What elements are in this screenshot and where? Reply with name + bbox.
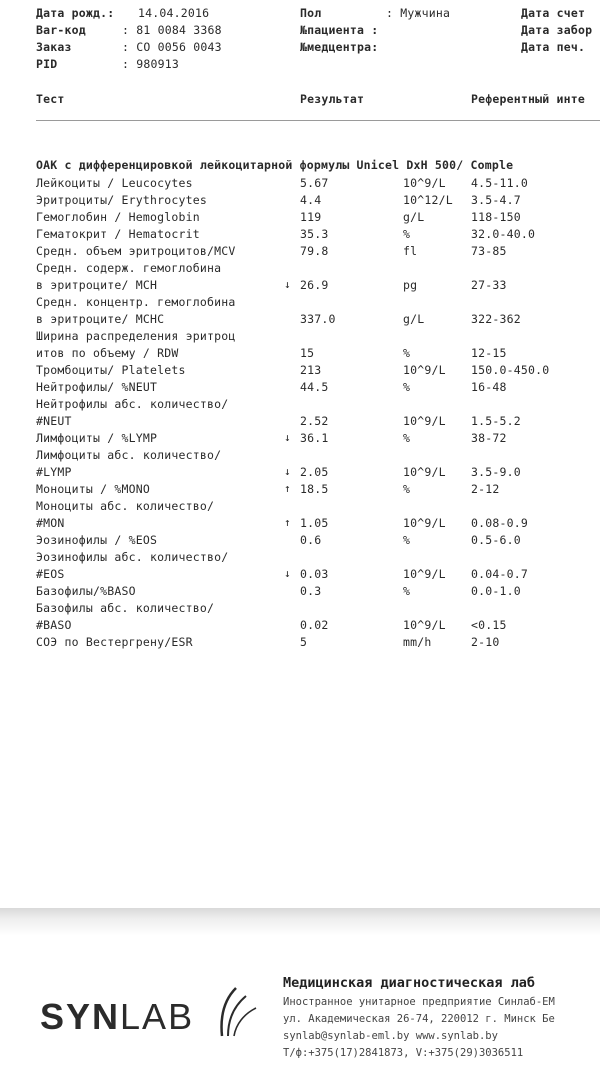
test-unit: %: [403, 482, 411, 496]
column-test: Тест: [36, 92, 65, 106]
test-reference: 0.04-0.7: [471, 567, 528, 581]
test-name: Моноциты абс. количество/: [36, 499, 215, 513]
test-name: #NEUT: [36, 414, 72, 428]
test-reference: 32.0-40.0: [471, 227, 536, 241]
lab-company: Иностранное унитарное предприятие Синлаб-ЕМ: [283, 996, 555, 1008]
account-date-label: Дата счет: [521, 6, 586, 20]
test-unit: 10^9/L: [403, 567, 446, 581]
test-reference: 0.5-6.0: [471, 533, 521, 547]
flag-arrow: ↑: [284, 482, 291, 495]
test-result: 0.03: [300, 567, 329, 581]
lab-contacts: synlab@synlab-eml.by www.synlab.by: [283, 1030, 498, 1042]
order-value: : CO 0056 0043: [122, 40, 222, 54]
test-name: #EOS: [36, 567, 65, 581]
synlab-leaf-icon: [214, 986, 260, 1038]
test-reference: 4.5-11.0: [471, 176, 528, 190]
test-result: 213: [300, 363, 322, 377]
pid-value: : 980913: [122, 57, 179, 71]
test-result: 0.3: [300, 584, 322, 598]
column-reference: Референтный инте: [471, 92, 585, 106]
test-reference: 2-10: [471, 635, 500, 649]
test-name: итов по объему / RDW: [36, 346, 179, 360]
order-label: Заказ: [36, 40, 72, 54]
test-reference: 322-362: [471, 312, 521, 326]
barcode-value: : 81 0084 3368: [122, 23, 222, 37]
test-name: Средн. объем эритроцитов/MCV: [36, 244, 236, 258]
flag-arrow: ↓: [284, 278, 291, 291]
test-reference: 2-12: [471, 482, 500, 496]
flag-arrow: ↓: [284, 567, 291, 580]
page-gap: [0, 908, 600, 936]
test-unit: 10^9/L: [403, 363, 446, 377]
test-result: 36.1: [300, 431, 329, 445]
test-name: #BASO: [36, 618, 72, 632]
test-unit: %: [403, 227, 411, 241]
test-name: в эритроците/ MCH: [36, 278, 158, 292]
test-unit: fl: [403, 244, 418, 258]
test-result: 119: [300, 210, 322, 224]
test-result: 0.6: [300, 533, 322, 547]
test-result: 2.52: [300, 414, 329, 428]
test-unit: %: [403, 380, 411, 394]
test-unit: 10^9/L: [403, 176, 446, 190]
sex-label: Пол: [300, 6, 322, 20]
logo-lab: LAB: [120, 996, 195, 1037]
test-result: 337.0: [300, 312, 336, 326]
flag-arrow: ↓: [284, 465, 291, 478]
print-date-label: Дата печ.: [521, 40, 586, 54]
test-result: 44.5: [300, 380, 329, 394]
test-reference: 12-15: [471, 346, 507, 360]
medcenter-number-label: №медцентра:: [300, 40, 379, 54]
test-result: 5: [300, 635, 308, 649]
flag-arrow: ↓: [284, 431, 291, 444]
test-unit: g/L: [403, 312, 425, 326]
test-unit: 10^9/L: [403, 618, 446, 632]
test-name: Ширина распределения эритроц: [36, 329, 236, 343]
test-reference: 3.5-9.0: [471, 465, 521, 479]
header-divider: [36, 120, 600, 121]
test-name: #MON: [36, 516, 65, 530]
collection-date-label: Дата забор: [521, 23, 593, 37]
test-reference: 73-85: [471, 244, 507, 258]
test-result: 0.02: [300, 618, 329, 632]
test-result: 5.67: [300, 176, 329, 190]
test-name: СОЭ по Вестергрену/ESR: [36, 635, 193, 649]
test-unit: g/L: [403, 210, 425, 224]
test-name: Гематокрит / Hematocrit: [36, 227, 200, 241]
test-name: Средн. концентр. гемоглобина: [36, 295, 236, 309]
test-unit: %: [403, 346, 411, 360]
test-unit: 10^9/L: [403, 516, 446, 530]
test-name: Нейтрофилы абс. количество/: [36, 397, 229, 411]
test-reference: <0.15: [471, 618, 507, 632]
column-result: Результат: [300, 92, 365, 106]
test-reference: 38-72: [471, 431, 507, 445]
test-unit: 10^12/L: [403, 193, 453, 207]
lab-address: ул. Академическая 26-74, 220012 г. Минск Бе: [283, 1013, 555, 1025]
test-result: 1.05: [300, 516, 329, 530]
test-result: 15: [300, 346, 315, 360]
test-result: 26.9: [300, 278, 329, 292]
test-result: 35.3: [300, 227, 329, 241]
test-unit: pg: [403, 278, 418, 292]
test-unit: %: [403, 431, 411, 445]
test-name: Нейтрофилы/ %NEUT: [36, 380, 158, 394]
patient-number-label: №пациента :: [300, 23, 379, 37]
test-name: Лимфоциты абс. количество/: [36, 448, 222, 462]
test-unit: %: [403, 533, 411, 547]
test-reference: 1.5-5.2: [471, 414, 521, 428]
test-name: Тромбоциты/ Platelets: [36, 363, 186, 377]
test-name: Гемоглобин / Hemoglobin: [36, 210, 200, 224]
logo-syn: SYN: [40, 996, 121, 1037]
test-unit: 10^9/L: [403, 414, 446, 428]
barcode-label: Bar-код: [36, 23, 86, 37]
test-name: Моноциты / %MONO: [36, 482, 150, 496]
test-result: 18.5: [300, 482, 329, 496]
section-title: ОАК с дифференцировкой лейкоцитарной формулы Unicel DxH 500/ Comple: [36, 158, 514, 172]
test-name: Базофилы/%BASO: [36, 584, 136, 598]
pid-label: PID: [36, 57, 58, 71]
test-result: 2.05: [300, 465, 329, 479]
test-name: Лимфоциты / %LYMP: [36, 431, 158, 445]
test-result: 4.4: [300, 193, 322, 207]
test-reference: 16-48: [471, 380, 507, 394]
test-name: Лейкоциты / Leucocytes: [36, 176, 193, 190]
test-unit: %: [403, 584, 411, 598]
lab-title: Медицинская диагностическая лаб: [283, 975, 535, 991]
dob-value: 14.04.2016: [138, 6, 210, 20]
test-result: 79.8: [300, 244, 329, 258]
test-name: Эритроциты/ Erythrocytes: [36, 193, 207, 207]
test-name: Базофилы абс. количество/: [36, 601, 215, 615]
sex-value: : Мужчина: [386, 6, 451, 20]
test-reference: 0.0-1.0: [471, 584, 521, 598]
lab-phones: Т/ф:+375(17)2841873, V:+375(29)3036511: [283, 1047, 524, 1059]
test-name: в эритроците/ MCHC: [36, 312, 165, 326]
dob-label: Дата рожд.:: [36, 6, 115, 20]
test-reference: 150.0-450.0: [471, 363, 550, 377]
test-name: #LYMP: [36, 465, 72, 479]
test-reference: 27-33: [471, 278, 507, 292]
test-reference: 0.08-0.9: [471, 516, 528, 530]
test-name: Эозинофилы абс. количество/: [36, 550, 229, 564]
test-reference: 3.5-4.7: [471, 193, 521, 207]
test-unit: mm/h: [403, 635, 432, 649]
synlab-logo: [40, 996, 194, 1038]
test-name: Эозинофилы / %EOS: [36, 533, 158, 547]
test-unit: 10^9/L: [403, 465, 446, 479]
test-name: Средн. содерж. гемоглобина: [36, 261, 222, 275]
test-reference: 118-150: [471, 210, 521, 224]
flag-arrow: ↑: [284, 516, 291, 529]
